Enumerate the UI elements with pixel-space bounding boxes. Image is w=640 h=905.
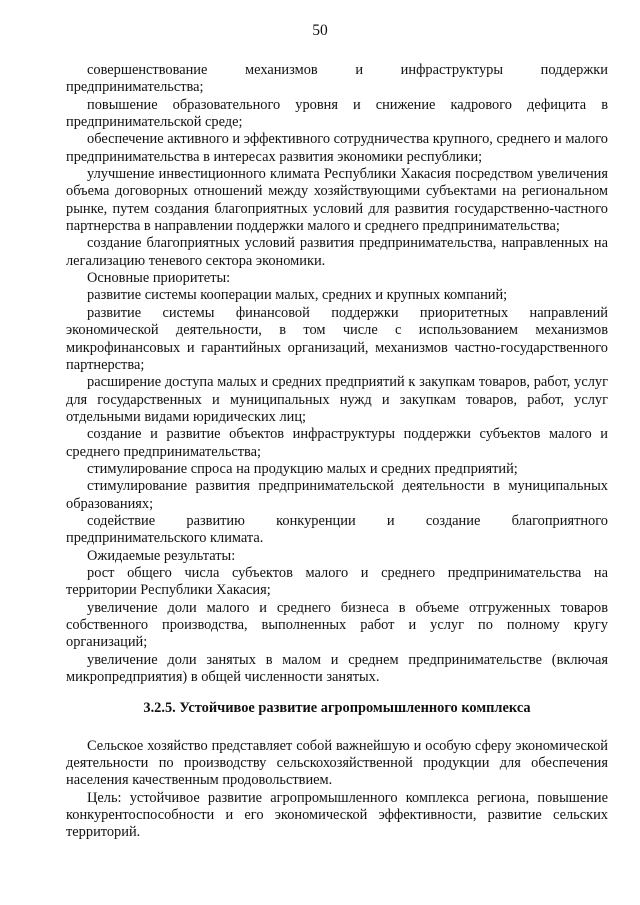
paragraph: стимулирование развития предпринимательской деятельности в муниципальных образованиях; xyxy=(66,478,608,512)
paragraph: обеспечение активного и эффективного сотрудничества крупного, среднего и малого предпринимательства в интересах развития экономики республики; xyxy=(66,131,608,165)
paragraph: Ожидаемые результаты: xyxy=(87,547,236,564)
body-text xyxy=(66,62,608,842)
paragraph: улучшение инвестиционного климата Республики Хакасия посредством увеличения объема договорных отношений между хозяйствующими субъектами на региональном рынке, путем создания благоприятных условий для развития государственно-частного партнерства в направлении поддержки малого и среднего предпринимательства; xyxy=(66,166,608,235)
paragraph: совершенствование механизмов и инфраструктуры поддержки предпринимательства; xyxy=(66,62,608,96)
section-heading: 3.2.5. Устойчивое развитие агропромышленного комплекса xyxy=(143,700,531,717)
paragraph: развитие системы финансовой поддержки приоритетных направлений экономической деятельности, в том числе с использованием механизмов микрофинансовых и гарантийных организаций, механизмов частно-государственного партнерства; xyxy=(66,304,608,373)
paragraph: повышение образовательного уровня и снижение кадрового дефицита в предпринимательской среде; xyxy=(66,96,608,131)
paragraph: увеличение доли малого и среднего бизнеса в объеме отгруженных товаров собственного производства, выполненных работ и услуг по полному кругу организаций; xyxy=(66,599,608,651)
paragraph: Цель: устойчивое развитие агропромышленного комплекса региона, повышение конкурентоспособности и его экономической эффективности, развитие сельских территорий. xyxy=(66,789,608,841)
paragraph: содействие развитию конкуренции и создание благоприятного предпринимательского климата. xyxy=(66,512,608,547)
paragraph: рост общего числа субъектов малого и среднего предпринимательства на территории Республики Хакасия; xyxy=(66,564,608,599)
paragraph: Основные приоритеты: xyxy=(87,270,231,287)
paragraph: увеличение доли занятых в малом и среднем предпринимательстве (включая микропредприятия) в общей численности занятых. xyxy=(66,651,608,686)
paragraph: создание благоприятных условий развития предпринимательства, направленных на легализацию теневого сектора экономики. xyxy=(66,235,608,269)
paragraph: развитие системы кооперации малых, средних и крупных компаний; xyxy=(87,287,508,304)
paragraph: расширение доступа малых и средних предприятий к закупкам товаров, работ, услуг для государственных и муниципальных нужд и закупкам товаров, работ, услуг отдельными видами юридических лиц; xyxy=(66,374,608,425)
paragraph: стимулирование спроса на продукцию малых и средних предприятий; xyxy=(87,460,518,477)
paragraph: Сельское хозяйство представляет собой важнейшую и особую сферу экономической деятельности по производству сельскохозяйственной продукции для обеспечения населения качественным продовольствием. xyxy=(66,737,608,789)
paragraph: создание и развитие объектов инфраструктуры поддержки субъектов малого и среднего предпринимательства; xyxy=(66,426,608,460)
page-number: 50 xyxy=(312,22,328,39)
